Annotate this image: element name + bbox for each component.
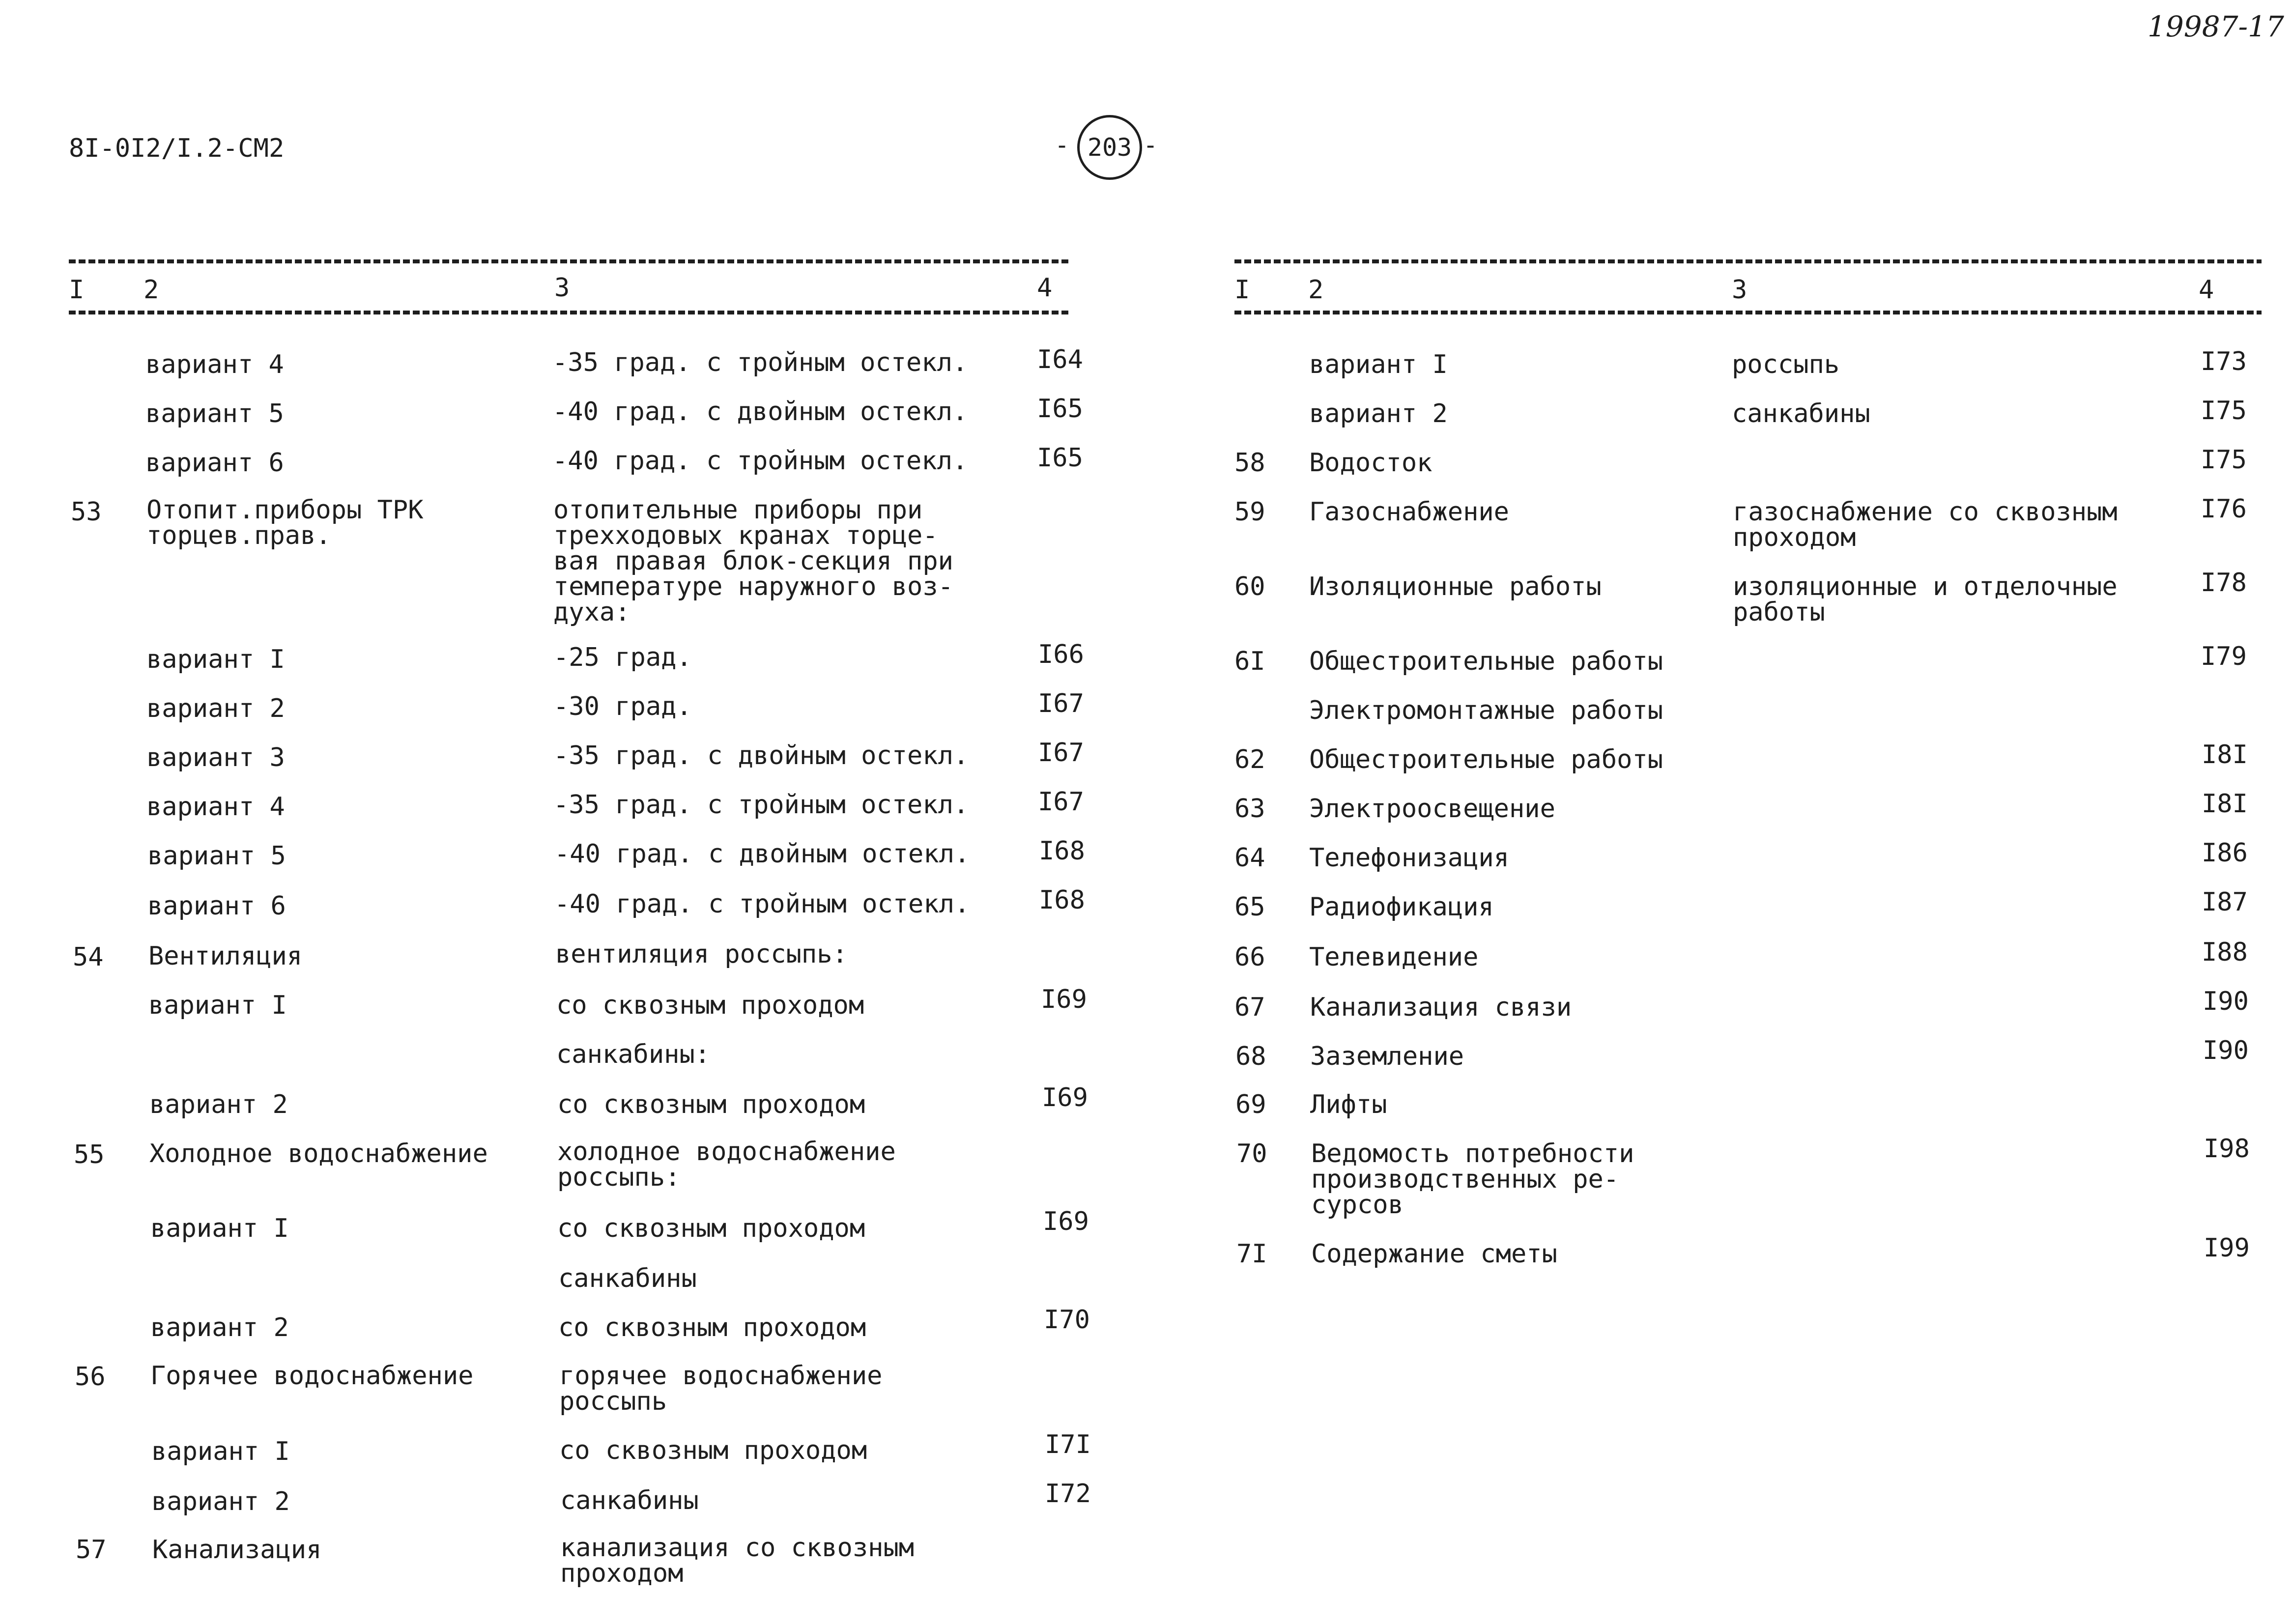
row-description: изоляционные и отделочные работы xyxy=(1733,572,2118,627)
row-number: 56 xyxy=(75,1362,106,1392)
row-description: -30 град. xyxy=(553,692,692,721)
row-description: со сквозным проходом xyxy=(557,1214,865,1243)
row-variant: вариант 3 xyxy=(146,743,285,772)
row-variant: вариант 2 xyxy=(1309,399,1448,428)
row-page: I87 xyxy=(2202,887,2248,917)
right-table-top-rule xyxy=(1234,259,2262,263)
row-page: I75 xyxy=(2201,396,2247,426)
row-variant: вариант 6 xyxy=(145,448,284,478)
row-number: 70 xyxy=(1236,1139,1267,1168)
row-name: Холодное водоснабжение xyxy=(149,1139,488,1168)
row-page: I67 xyxy=(1038,787,1084,817)
row-name: Отопит.приборы ТРК торцев.прав. xyxy=(146,495,424,550)
row-description: со сквозным проходом xyxy=(557,1090,865,1119)
page-number xyxy=(1077,115,1142,180)
handwritten-note: 19987-17 xyxy=(2148,10,2284,43)
row-variant: вариант 5 xyxy=(145,399,284,428)
row-name: Лифты xyxy=(1310,1090,1387,1119)
row-name: Телефонизация xyxy=(1309,843,1509,873)
right-col-header-4: 4 xyxy=(2199,275,2214,305)
row-name: Заземление xyxy=(1310,1042,1464,1071)
right-table-header-rule xyxy=(1234,311,2262,314)
row-description: вентиляция россыпь: xyxy=(555,940,848,969)
row-number: 59 xyxy=(1234,497,1265,527)
row-page: I8I xyxy=(2202,789,2248,819)
row-page: I65 xyxy=(1037,443,1083,473)
row-page: I68 xyxy=(1039,836,1085,866)
row-name: Радиофикация xyxy=(1309,892,1494,922)
row-name: Канализация xyxy=(152,1535,322,1565)
row-description: со сквозным проходом xyxy=(558,1313,866,1342)
row-page: I65 xyxy=(1037,394,1083,424)
row-page: I69 xyxy=(1043,1207,1089,1236)
row-description: -35 град. с тройным остекл. xyxy=(553,790,969,820)
row-name: Ведомость потребности производственных ре- сурсов xyxy=(1311,1139,1634,1220)
right-col-header-2: 2 xyxy=(1308,275,1324,305)
row-number: 55 xyxy=(74,1140,105,1169)
row-description: канализация со сквозным проходом xyxy=(560,1533,915,1588)
row-name: Горячее водоснабжение xyxy=(150,1361,474,1391)
page-number-text: 203 xyxy=(1087,133,1132,162)
row-description: горячее водоснабжение россыпь xyxy=(559,1361,883,1416)
row-page: I75 xyxy=(2201,445,2247,475)
row-number: 68 xyxy=(1235,1042,1266,1071)
row-description: санкабины xyxy=(558,1264,697,1293)
row-description: газоснабжение со сквозным проходом xyxy=(1733,497,2118,552)
left-col-header-4: 4 xyxy=(1037,273,1053,303)
page-number-dash-right: - xyxy=(1143,131,1158,159)
left-col-header-2: 2 xyxy=(143,275,159,305)
row-description: -40 град. с тройным остекл. xyxy=(552,446,968,476)
row-name: Канализация связи xyxy=(1310,993,1572,1022)
row-page: I79 xyxy=(2201,642,2247,671)
row-number: 58 xyxy=(1234,448,1265,478)
row-name: Электромонтажные работы xyxy=(1309,696,1663,725)
row-page: I90 xyxy=(2203,1036,2249,1065)
left-col-header-3: 3 xyxy=(554,273,570,303)
row-name: Водосток xyxy=(1309,448,1432,478)
row-page: I64 xyxy=(1037,345,1083,374)
document-code: 8I-0I2/I.2-СМ2 xyxy=(69,134,285,163)
row-page: I67 xyxy=(1038,689,1084,718)
row-number: 66 xyxy=(1234,942,1265,972)
row-variant: вариант I xyxy=(1309,350,1448,379)
left-table-top-rule xyxy=(69,259,1071,263)
row-page: I8I xyxy=(2202,740,2248,769)
row-page: I72 xyxy=(1045,1479,1091,1509)
row-page: I98 xyxy=(2204,1134,2250,1164)
row-page: I73 xyxy=(2201,347,2247,376)
left-col-header-1: I xyxy=(69,275,85,305)
row-name: Содержание сметы xyxy=(1311,1239,1557,1269)
row-page: I66 xyxy=(1038,640,1084,669)
right-col-header-3: 3 xyxy=(1732,275,1748,305)
row-page: I7I xyxy=(1045,1430,1091,1459)
row-number: 53 xyxy=(71,497,102,527)
left-table-header-rule xyxy=(69,311,1071,314)
row-name: Вентиляция xyxy=(148,941,303,971)
row-description: санкабины xyxy=(560,1486,699,1515)
row-name: Электроосвещение xyxy=(1309,794,1555,824)
row-name: Изоляционные работы xyxy=(1309,572,1602,601)
row-variant: вариант 6 xyxy=(147,891,286,921)
row-variant: вариант I xyxy=(146,645,285,674)
row-page: I99 xyxy=(2204,1233,2250,1263)
row-number: 63 xyxy=(1234,794,1265,824)
row-variant: вариант 2 xyxy=(146,694,285,723)
row-name: Общестроительные работы xyxy=(1309,647,1663,676)
row-variant: вариант I xyxy=(150,1214,289,1243)
row-number: 57 xyxy=(76,1535,107,1565)
row-number: 7I xyxy=(1236,1239,1267,1269)
row-number: 64 xyxy=(1234,843,1265,873)
row-number: 69 xyxy=(1235,1090,1266,1119)
row-variant: вариант I xyxy=(151,1437,290,1466)
row-page: I78 xyxy=(2201,568,2247,598)
row-description: россыпь xyxy=(1732,350,1840,379)
row-page: I69 xyxy=(1042,1083,1088,1112)
row-number: 62 xyxy=(1234,745,1265,774)
row-page: I86 xyxy=(2202,838,2248,868)
row-name: Газоснабжение xyxy=(1309,497,1509,527)
row-number: 54 xyxy=(73,942,104,972)
row-description: со сквозным проходом xyxy=(559,1436,867,1465)
row-description: -35 град. с тройным остекл. xyxy=(552,348,968,377)
row-page: I69 xyxy=(1041,985,1087,1014)
row-description: -35 град. с двойным остекл. xyxy=(553,741,969,770)
row-description: со сквозным проходом xyxy=(556,991,864,1020)
row-page: I88 xyxy=(2202,938,2248,967)
row-description: -25 град. xyxy=(553,643,692,672)
row-variant: вариант 2 xyxy=(149,1090,288,1119)
row-variant: вариант 2 xyxy=(150,1313,289,1342)
row-page: I70 xyxy=(1044,1305,1090,1335)
row-variant: вариант I xyxy=(148,991,287,1020)
page-number-dash-left: - xyxy=(1055,131,1070,159)
row-description: отопительные приборы при трехходовых кранах торце- вая правая блок-секция при температуре наружного воз- духа: xyxy=(553,495,953,627)
row-page: I68 xyxy=(1039,885,1085,915)
row-page: I76 xyxy=(2201,494,2247,524)
right-col-header-1: I xyxy=(1234,275,1250,305)
row-page: I67 xyxy=(1038,738,1084,768)
row-number: 6I xyxy=(1234,647,1265,676)
row-page: I90 xyxy=(2203,987,2249,1016)
row-description: -40 град. с двойным остекл. xyxy=(554,839,970,869)
row-description: -40 град. с двойным остекл. xyxy=(552,397,968,427)
row-number: 67 xyxy=(1234,993,1265,1022)
row-description: санкабины: xyxy=(556,1040,711,1069)
row-number: 60 xyxy=(1234,572,1265,601)
row-name: Телевидение xyxy=(1309,942,1479,972)
row-variant: вариант 4 xyxy=(146,792,285,822)
row-variant: вариант 4 xyxy=(145,350,284,379)
row-variant: вариант 5 xyxy=(147,841,286,871)
row-description: санкабины xyxy=(1732,399,1870,428)
row-description: -40 град. с тройным остекл. xyxy=(554,889,970,919)
row-number: 65 xyxy=(1234,892,1265,922)
row-variant: вариант 2 xyxy=(151,1487,290,1516)
row-name: Общестроительные работы xyxy=(1309,745,1663,774)
row-description: холодное водоснабжение россыпь: xyxy=(557,1137,896,1192)
